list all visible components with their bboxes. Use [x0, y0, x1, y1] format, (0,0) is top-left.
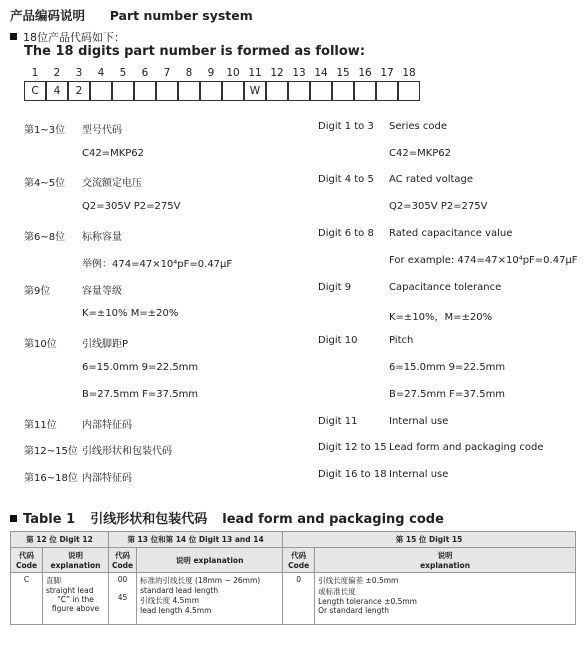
row-en-position: Digit 1 to 3 — [318, 121, 374, 132]
digit-box — [222, 81, 244, 101]
row-cn-position: 第6~8位 — [24, 232, 66, 243]
digit-number: 1 — [31, 67, 39, 79]
table1-title-en: lead form and packaging code — [222, 512, 444, 527]
explanation-header: 说明 explanation — [43, 548, 109, 573]
digit-number: 8 — [185, 67, 193, 79]
digit-box — [156, 81, 178, 101]
page-title-cn: 产品编码说明 — [10, 8, 86, 23]
row-en-description: Internal use — [389, 416, 449, 427]
digit-box — [90, 81, 112, 101]
digit-number: 10 — [226, 67, 240, 79]
row-cn-position: 第4~5位 — [24, 178, 66, 189]
digit-box: W — [244, 81, 266, 101]
table-column-header-row — [11, 548, 576, 573]
explanation-header: 说明 explanation — [137, 548, 283, 573]
row-cn-description: K=±10% M=±20% — [82, 308, 179, 319]
digit-number: 18 — [402, 67, 416, 79]
d1314-explanation-cell: 标准的引线长度 (18mm ~ 26mm) standard lead length 引线长度 4.5mm lead length 4.5mm — [137, 573, 283, 625]
row-cn-description: 内部特征码 — [82, 473, 132, 484]
digit-box: 4 — [46, 81, 68, 101]
digit-number: 13 — [292, 67, 306, 79]
row-cn-description: 6=15.0mm 9=22.5mm — [82, 362, 199, 373]
digit-box — [288, 81, 310, 101]
page-title — [10, 6, 253, 24]
d1314-code-cell: 00 45 — [109, 573, 137, 625]
digit-number: 16 — [358, 67, 372, 79]
bullet-square-icon — [10, 515, 17, 522]
code-header: 代码 Code — [11, 548, 43, 573]
digit-box — [266, 81, 288, 101]
row-cn-description: 标称容量 — [82, 232, 122, 243]
group-digit12-header: 第 12 位 Digit 12 — [11, 532, 109, 548]
row-en-position: Digit 12 to 15 — [318, 442, 387, 453]
d12-code-cell: C — [11, 573, 43, 625]
row-en-position: Digit 11 — [318, 416, 358, 427]
row-en-description: Rated capacitance value — [389, 228, 513, 239]
row-en-position: Digit 10 — [318, 335, 358, 346]
row-en-description: K=±10%，M=±20% — [389, 312, 493, 323]
row-en-position: Digit 16 to 18 — [318, 469, 387, 480]
digit-number: 11 — [248, 67, 262, 79]
digit-number: 5 — [119, 67, 127, 79]
row-en-description: Pitch — [389, 335, 414, 346]
digit-box — [332, 81, 354, 101]
digit-number: 14 — [314, 67, 328, 79]
row-cn-position: 第9位 — [24, 286, 51, 297]
digit-number: 6 — [141, 67, 149, 79]
digit-box: 2 — [68, 81, 90, 101]
lead-form-table — [10, 531, 576, 625]
explanation-header: 说明 explanation — [315, 548, 576, 573]
row-en-description: 6=15.0mm 9=22.5mm — [389, 362, 506, 373]
row-en-position: Digit 6 to 8 — [318, 228, 374, 239]
row-cn-description: 举例：474=47×10⁴pF=0.47μF — [82, 259, 233, 270]
row-en-description: Series code — [389, 121, 448, 132]
row-cn-description: Q2=305V P2=275V — [82, 201, 181, 212]
digit-box — [354, 81, 376, 101]
row-cn-description: 容量等级 — [82, 286, 122, 297]
digit-number: 3 — [75, 67, 83, 79]
row-cn-position: 第12~15位 — [24, 446, 78, 457]
d15-explanation-cell: 引线长度偏差 ±0.5mm 或标准长度 Length tolerance ±0.5mm Or standard length — [315, 573, 576, 625]
digit-box — [398, 81, 420, 101]
subtitle-en: The 18 digits part number is formed as follow: — [24, 44, 366, 59]
digit-box — [112, 81, 134, 101]
subtitle-cn-row — [10, 29, 125, 45]
row-cn-description: 交流额定电压 — [82, 178, 142, 189]
group-digit1314-header: 第 13 位和第 14 位 Digit 13 and 14 — [109, 532, 283, 548]
digit-box — [376, 81, 398, 101]
digit-number: 17 — [380, 67, 394, 79]
row-en-position: Digit 9 — [318, 282, 352, 293]
row-en-description: AC rated voltage — [389, 174, 474, 185]
table-group-header-row — [11, 532, 576, 548]
row-en-description: Capacitance tolerance — [389, 282, 502, 293]
row-en-description: Lead form and packaging code — [389, 442, 544, 453]
row-en-description: B=27.5mm F=37.5mm — [389, 389, 506, 400]
d15-code-cell: 0 — [283, 573, 315, 625]
group-digit15-header: 第 15 位 Digit 15 — [283, 532, 576, 548]
row-en-description: Internal use — [389, 469, 449, 480]
subtitle-cn: 18位产品代码如下： — [23, 31, 125, 44]
row-en-description: Q2=305V P2=275V — [389, 201, 488, 212]
row-cn-description: 引线形状和包装代码 — [82, 446, 172, 457]
row-cn-description: 内部特征码 — [82, 420, 132, 431]
table1-title-cn: 引线形状和包装代码 — [90, 512, 208, 527]
code-header: 代码 Code — [283, 548, 315, 573]
row-en-description: C42=MKP62 — [389, 148, 452, 159]
row-cn-description: C42=MKP62 — [82, 148, 145, 159]
digit-box — [134, 81, 156, 101]
row-cn-description: 型号代码 — [82, 125, 122, 136]
digit-box — [178, 81, 200, 101]
row-cn-position: 第16~18位 — [24, 473, 78, 484]
code-header: 代码 Code — [109, 548, 137, 573]
d12-explanation-cell: 直脚 straight lead “C” in the figure above — [43, 573, 109, 625]
digit-box — [200, 81, 222, 101]
digit-number: 4 — [97, 67, 105, 79]
digit-number: 9 — [207, 67, 215, 79]
digit-number: 2 — [53, 67, 61, 79]
digit-box — [310, 81, 332, 101]
digit-number: 15 — [336, 67, 350, 79]
table1-title — [10, 508, 444, 527]
row-en-position: Digit 4 to 5 — [318, 174, 374, 185]
page-title-en: Part number system — [109, 8, 253, 23]
digit-number: 12 — [270, 67, 284, 79]
digit-number: 7 — [163, 67, 171, 79]
row-cn-position: 第1~3位 — [24, 125, 66, 136]
bullet-square-icon — [10, 33, 17, 40]
table-row — [11, 573, 576, 625]
row-cn-description: B=27.5mm F=37.5mm — [82, 389, 199, 400]
row-en-description: For example: 474=47×10⁴pF=0.47μF — [389, 255, 578, 266]
table1-label: Table 1 — [23, 512, 76, 527]
row-cn-position: 第10位 — [24, 339, 57, 350]
digit-box: C — [24, 81, 46, 101]
row-cn-description: 引线脚距P — [82, 339, 129, 350]
row-cn-position: 第11位 — [24, 420, 57, 431]
